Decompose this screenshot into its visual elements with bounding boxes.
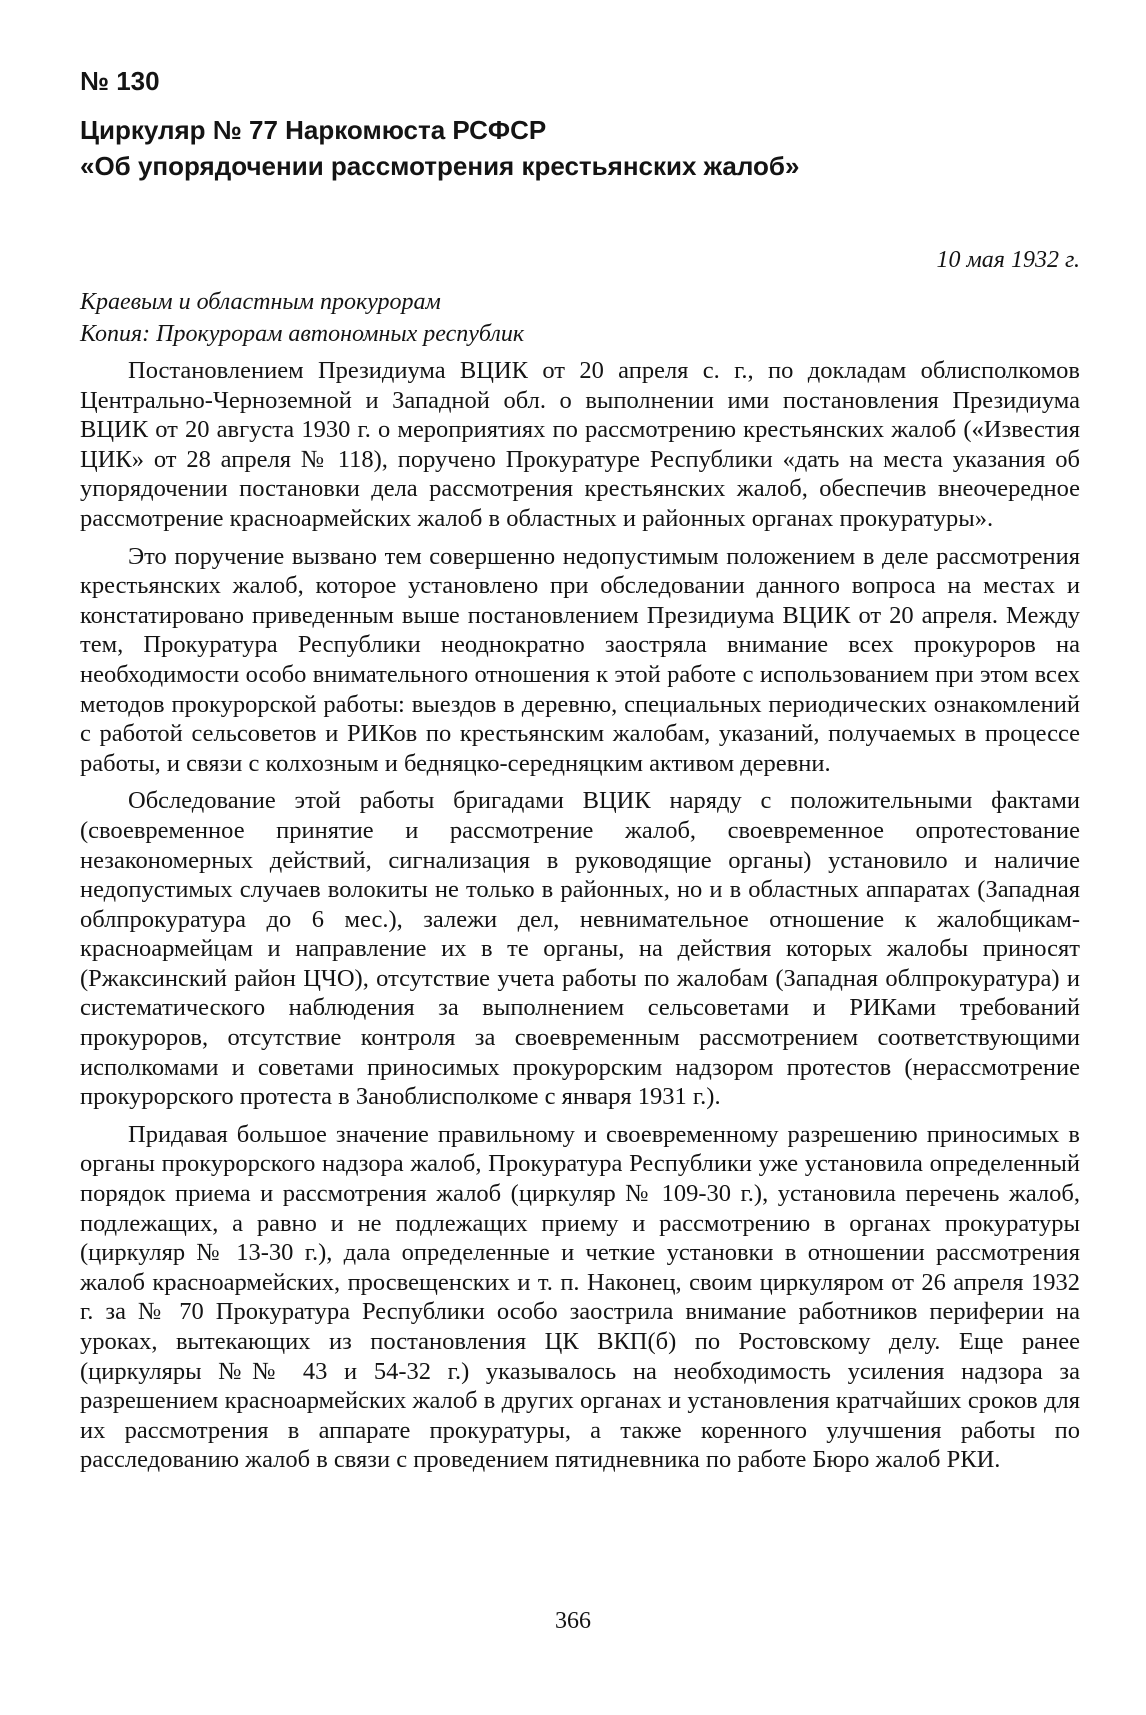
addressee-copy: Копия: Прокурорам автономных республик <box>80 321 525 347</box>
body-paragraph: Обследование этой работы бригадами ВЦИК наряду с положительными фактами (своевременное принятие и рассмотрение жалоб, своевременное опротестование незакономерных действий, сигнализация в руководящие органы) установило и наличие недопустимых случаев волокиты не только в районных, но и в областных аппаратах (Западная облпрокуратура до 6 мес.), залежи дел, невнимательное отношение к жалобщикам-красноармейцам и направление их в те органы, на действия которых жалобы приносят (Ржаксинский район ЦЧО), отсутствие учета работы по жалобам (Западная облпрокуратура) и систематического наблюдения за выполнением сельсоветами и РИКами требований прокуроров, отсутствие контроля за своевременным рассмотрением соответствующими исполкомами и советами приносимых прокурорским надзором протестов (нерассмотрение прокурорского протеста в Заноблисполкоме с января 1931 г.). <box>80 787 1080 1111</box>
document-date: 10 мая 1932 г. <box>936 247 1080 273</box>
document-page <box>80 64 1080 1475</box>
document-title-line-1: Циркуляр № 77 Наркомюста РСФСР <box>80 115 547 145</box>
document-body <box>80 356 1080 1475</box>
page-number: 366 <box>555 1608 591 1634</box>
body-paragraph: Придавая большое значение правильному и своевременному разрешению приносимых в органы прокурорского надзора жалоб, Прокуратура Республики уже установила определенный порядок приема и рассмотрения жалоб (циркуляр № 109-30 г.), установила перечень жалоб, подлежащих, а равно и не подлежащих приему и рассмотрению в органах прокуратуры (циркуляр № 13-30 г.), дала определенные и четкие установки в отношении рассмотрения жалоб красноармейских, просвещенских и т. п. Наконец, своим циркуляром от 26 апреля 1932 г. за № 70 Прокуратура Республики особо заострила внимание работников периферии на уроках, вытекающих из постановления ЦК ВКП(б) по Ростовскому делу. Еще ранее (циркуляры №№ 43 и 54-32 г.) указывалось на необходимость усиления надзора за разрешением красноармейских жалоб в других органах и установления кратчайших сроков для их рассмотрения в аппарате прокуратуры, а также коренного улучшения работы по расследованию жалоб в связи с проведением пятидневника по работе Бюро жалоб РКИ. <box>80 1120 1080 1474</box>
addressee-primary: Краевым и областным прокурорам <box>80 289 441 315</box>
body-paragraph: Это поручение вызвано тем совершенно недопустимым положением в деле рассмотрения крестьянских жалоб, которое установлено при обследовании данного вопроса на местах и констатировано приведенным выше постановлением Президиума ВЦИК от 20 апреля. Между тем, Прокуратура Республики неоднократно заостряла внимание всех прокуроров на необходимости особо внимательного отношения к этой работе с использованием при этом всех методов прокурорской работы: выездов в деревню, специальных периодических ознакомлений с работой сельсоветов и РИКов по крестьянским жалобам, указаний, получаемых в процессе работы, и связи с колхозным и бедняцко-середняцким активом деревни. <box>80 542 1080 777</box>
body-paragraph: Постановлением Президиума ВЦИК от 20 апреля с. г., по докладам облисполкомов Центрально-Черноземной и Западной обл. о выполнении ими постановления Президиума ВЦИК от 20 августа 1930 г. о мероприятиях по рассмотрению крестьянских жалоб («Известия ЦИК» от 28 апреля № 118), поручено Прокуратуре Республики «дать на места указания об упорядочении постановки дела рассмотрения крестьянских жалоб, обеспечив внеочередное рассмотрение красноармейских жалоб в областных и районных органах прокуратуры». <box>80 357 1080 532</box>
document-title-line-2: «Об упорядочении рассмотрения крестьянских жалоб» <box>80 151 800 181</box>
document-number: № 130 <box>80 66 160 96</box>
